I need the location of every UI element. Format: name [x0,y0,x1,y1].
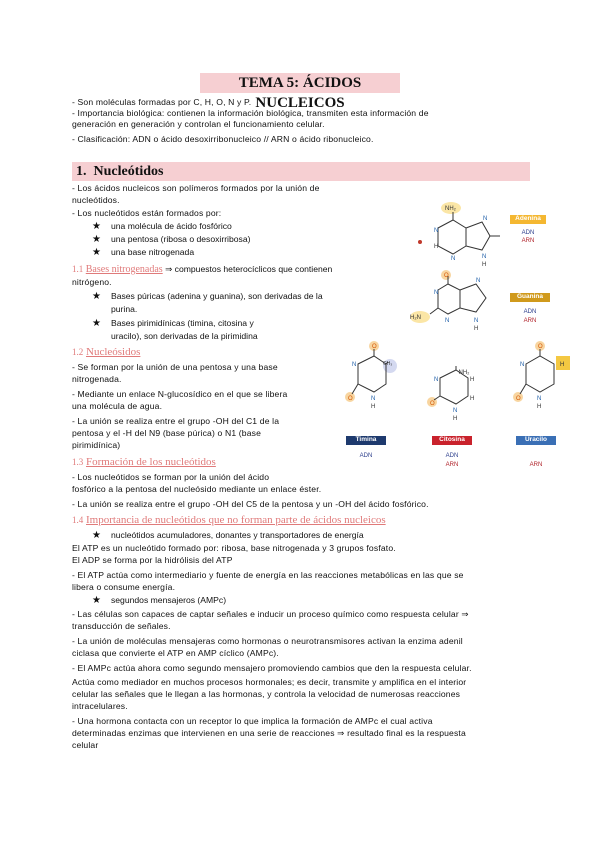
citosina-arn: ARN [445,462,459,468]
svg-text:N: N [451,256,456,262]
sub11-bullet-1-cont: purina. [111,304,138,314]
svg-text:H: H [434,244,439,250]
adenina-label: Adenina [515,215,541,222]
svg-text:N: N [371,396,376,402]
sub11-bullet-2: ★ Bases pirimidínicas (timina, citosina y [92,318,254,329]
sub14-a-line-4: libera o consume energía. [72,582,176,592]
guanina-substituent: H₂N [410,315,421,321]
sub11-bullet-1: ★ Bases púricas (adenina y guanina), son derivadas de la [92,291,323,302]
citosina-label: Citosina [439,436,465,443]
guanina-adn: ADN [523,309,537,315]
guanina-structure-icon [408,270,508,336]
uracilo-label: Uracilo [524,436,548,443]
adenina-substituent: NH₂ [445,206,456,212]
adenina-structure-icon [408,198,508,276]
svg-text:N: N [476,278,481,284]
sub14-b-line-3: - La unión de moléculas mensajeras como hormonas o neurotransmisores activan la enzima adenil [72,636,463,646]
subheading-bases: 1.1 Bases nitrogenadas ⇒ compuestos heterocíclicos que contienen [72,264,333,275]
uracilo-structure-icon [508,340,578,428]
star-icon: ★ [92,247,101,258]
svg-text:N: N [434,228,439,234]
svg-text:H: H [371,404,376,410]
sub14-b-line-5: - El AMPc actúa ahora como segundo mensajero promoviendo cambios que den la respuesta celular. [72,663,472,673]
timina-substituent: CH₃ [383,361,393,367]
sub14-b-line-1: - Las células son capaces de captar señales e inducir un proceso químico como respuesta celular ⇒ [72,609,469,619]
s1-line-2: nucleótidos. [72,195,120,205]
svg-text:N: N [434,377,439,383]
svg-text:N: N [434,290,439,296]
svg-text:N: N [520,362,525,368]
svg-text:N: N [483,216,488,222]
s1-bullet-2: ★ una pentosa (ribosa o desoxirribosa) [92,234,251,245]
sub14-bullet-1: ★ nucleótidos acumuladores, donantes y transportadores de energía [92,530,364,541]
section-heading-nucleotidos [72,162,530,181]
s1-line-1: - Los ácidos nucleicos son polímeros formados por la unión de [72,183,320,193]
svg-text:H: H [453,416,458,422]
adenina-arn: ARN [521,238,535,244]
sub13-line-2: fosfórico a la pentosa del nucleósido mediante un enlace éster. [72,484,322,494]
svg-text:O: O [516,396,521,402]
svg-text:H: H [474,326,479,332]
sub14-a-line-3: - El ATP actúa como intermediario y fuente de energía en las reacciones metabólicas en las que se [72,570,464,580]
svg-text:N: N [352,362,357,368]
citosina-adn: ADN [445,453,459,459]
svg-text:O: O [538,344,543,350]
page-title: TEMA 5: ÁCIDOS NUCLEICOS [200,73,400,93]
star-icon: ★ [92,221,101,232]
adenina-adn: ADN [521,230,535,236]
sub12-line-4: una molécula de agua. [72,401,163,411]
sub11-line-1: nitrógeno. [72,277,112,287]
s1-bullet-1: ★ una molécula de ácido fosfórico [92,221,232,232]
subheading-nucleosidos: 1.2 Nucleósidos [72,346,141,358]
svg-text:O: O [444,273,449,279]
svg-text:H: H [537,404,542,410]
sub14-b-line-11: celular [72,740,99,750]
sub14-b-line-6: Actúa como mediador en muchos procesos hormonales; es decir, transmite y amplifica en el interior [72,677,467,687]
citosina-substituent: NH₂ [458,370,470,376]
svg-text:N: N [453,408,458,414]
sub14-b-line-4: ciclasa que convierte el ATP en AMP cíclico (AMPc). [72,648,279,658]
intro-line-1: - Son moléculas formadas por C, H, O, N y P. [72,97,252,107]
section-title: Nucleótidos [93,164,164,179]
intro-line-4: - Clasificación: ADN o ácido desoxirribonucleico // ARN o ácido ribonucleico. [72,134,374,144]
svg-text:H: H [482,262,487,268]
sub13-line-3: - La unión se realiza entre el grupo -OH del C5 de la pentosa y un -OH del ácido fosfórico. [72,499,429,509]
sub14-b-line-8: intracelulares. [72,701,128,711]
sub13-line-1: - Los nucleótidos se forman por la unión del ácido [72,472,270,482]
subheading-formacion: 1.3 Formación de los nucleótidos [72,456,216,468]
guanina-arn: ARN [523,318,537,324]
sub14-b-line-9: - Una hormona contacta con un receptor lo que implica la formación de AMPc el cual activa [72,716,433,726]
svg-text:O: O [348,396,353,402]
section-number: 1. [76,164,87,179]
star-icon: ★ [92,530,101,541]
star-icon: ★ [92,234,101,245]
sub11-bullet-2-cont: uracilo), son derivadas de la pirimidina [111,331,258,341]
svg-text:O: O [430,401,435,407]
sub12-line-5: - La unión se realiza entre el grupo -OH del C1 de la [72,416,280,426]
timina-label: Timina [355,436,377,443]
uracilo-substituent: H [560,362,565,368]
sub14-b-line-10: determinadas enzimas que intervienen en una serie de reacciones ⇒ resultado final es la respuesta [72,728,466,738]
sub14-a-line-2: El ADP se forma por la hidrólisis del ATP [72,555,233,565]
sub14-b-line-7: celular las señales que le llegan a las hormonas, y controla la velocidad de numerosas reacciones [72,689,461,699]
star-icon: ★ [92,291,101,302]
sub12-line-3: - Mediante un enlace N-glucosídico en el que se libera [72,389,288,399]
svg-text:H: H [470,396,475,402]
svg-text:H: H [470,377,475,383]
svg-text:N: N [474,318,479,324]
sub14-bullet-2: ★ segundos mensajeros (AMPc) [92,595,227,606]
star-icon: ★ [92,318,101,329]
sub12-line-6: pentosa y el -H del N9 (base púrica) o N1 (base [72,428,262,438]
svg-text:N: N [482,254,487,260]
timina-structure-icon [338,340,398,428]
star-icon: ★ [92,595,101,606]
sub14-a-line-1: El ATP es un nucleótido formado por: ribosa, base nitrogenada y 3 grupos fosfato. [72,543,396,553]
uracilo-arn: ARN [529,462,543,468]
svg-text:N: N [537,396,542,402]
intro-line-2: - Importancia biológica: contienen la información biológica, transmiten esta información de [72,108,429,118]
s1-line-3: - Los nucleótidos están formados por: [72,208,222,218]
svg-text:O: O [372,344,377,350]
guanina-label: Guanina [516,293,543,300]
sub14-b-line-2: transducción de señales. [72,621,171,631]
sub12-line-2: nitrogenada. [72,374,122,384]
svg-text:N: N [445,318,450,324]
s1-bullet-3: ★ una base nitrogenada [92,247,195,258]
sub12-line-7: pirimidínica) [72,440,121,450]
timina-adn: ADN [359,453,373,459]
sub12-line-1: - Se forman por la unión de una pentosa y una base [72,362,278,372]
intro-line-3: generación en generación y controlan el funcionamiento celular. [72,119,325,129]
subheading-importancia: 1.4 Importancia de nucleótidos que no forman parte de ácidos nucleicos [72,514,386,526]
